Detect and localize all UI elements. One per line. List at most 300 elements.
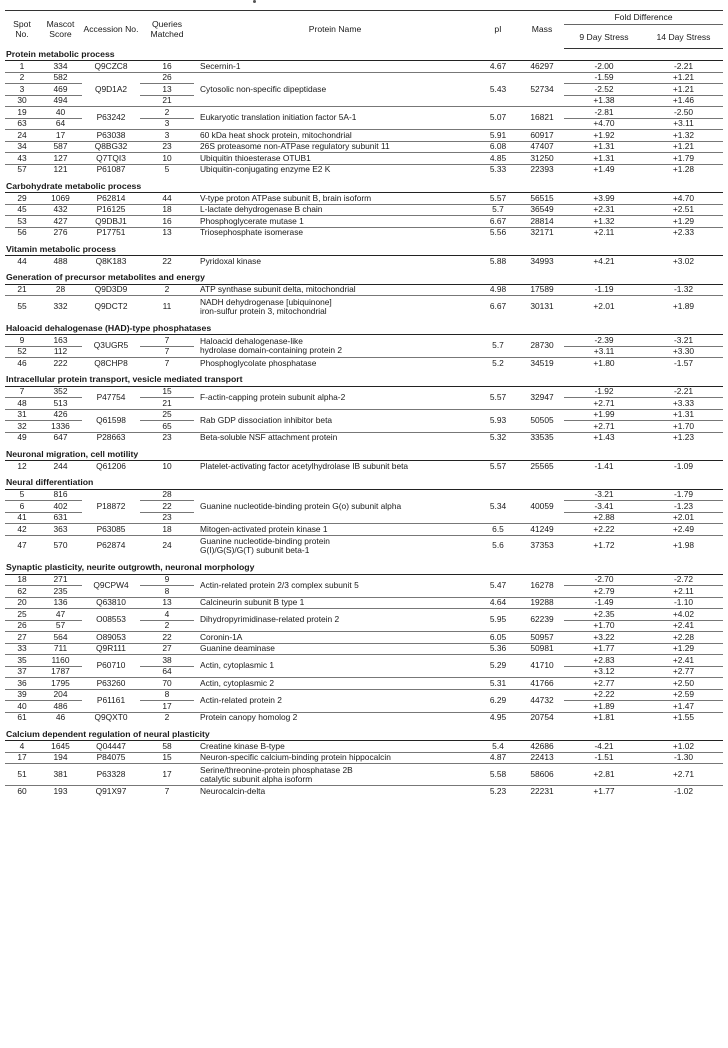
cell-pi: 5.2: [476, 358, 520, 369]
col-header-spot: Spot No.: [5, 11, 39, 49]
protein-name-line: Neurocalcin-delta: [200, 785, 266, 796]
cell-protein-name: [194, 227, 476, 238]
cell-queries: 44: [162, 192, 172, 203]
section-title: Intracellular protein transport, vesicle mediated transport: [5, 375, 723, 387]
cell-accession: Q9D3D9: [94, 284, 128, 295]
protein-name-line: Ubiquitin-conjugating enzyme E2 K: [200, 164, 331, 175]
cell-fold-14-day: +2.41: [644, 655, 723, 667]
cell-spot-no: 6: [5, 501, 39, 513]
cell-mascot-score: 194: [39, 752, 82, 764]
protein-name-line: Beta-soluble NSF attachment protein: [200, 432, 338, 443]
protein-name-line: ATP synthase subunit delta, mitochondrial: [200, 284, 356, 295]
protein-name-line: Protein canopy homolog 2: [200, 712, 298, 723]
cell-mass: 32947: [530, 391, 554, 402]
cell-accession: P60710: [82, 655, 140, 678]
cell-pi: 5.47: [489, 579, 507, 590]
cell-spot-no: 51: [5, 764, 39, 786]
cell-protein-name: [194, 409, 476, 432]
cell-fold-9-day: +2.71: [564, 421, 644, 433]
cell-fold-9-day: +2.88: [564, 512, 644, 524]
cell-protein-name: [194, 153, 476, 165]
section-header-row: [5, 323, 723, 335]
protein-name-line: NADH dehydrogenase [ubiquinone]: [200, 296, 332, 307]
cell-protein-name: [194, 752, 476, 764]
cell-fold-9-day: -1.49: [564, 597, 644, 609]
cell-mass: 17589: [530, 284, 554, 295]
cell-fold-14-day: +2.59: [644, 689, 723, 701]
cell-fold-9-day: +2.83: [564, 655, 644, 667]
cell-mascot-score: 381: [39, 764, 82, 786]
cell-spot-no: 9: [19, 334, 25, 345]
cell-protein-name: [194, 296, 476, 318]
cell-spot-no: 34: [5, 141, 39, 153]
cell-queries: 16: [162, 60, 172, 71]
cell-queries: 65: [140, 421, 194, 433]
section-title: Neural differentiation: [5, 478, 723, 490]
cell-mascot-score: 816: [53, 489, 68, 500]
cell-accession: Q7TQI3: [82, 153, 140, 165]
cell-mascot-score: 469: [39, 84, 82, 96]
cell-queries: 64: [140, 666, 194, 678]
cell-protein-name: [194, 535, 476, 557]
cell-accession: Q63810: [82, 597, 140, 609]
cell-fold-9-day: +1.49: [564, 164, 644, 175]
cell-mascot-score: 564: [39, 632, 82, 644]
cell-mass: 46297: [530, 60, 554, 71]
protein-name-line: Actin, cytoplasmic 2: [200, 677, 275, 688]
cell-mass: 30131: [520, 296, 564, 318]
cell-spot-no: 36: [5, 678, 39, 690]
cell-fold-14-day: +1.98: [644, 535, 723, 557]
cell-pi: 4.64: [476, 597, 520, 609]
cell-queries: 15: [140, 752, 194, 764]
cell-fold-14-day: -1.09: [673, 460, 694, 471]
cell-accession: Q9DBJ1: [82, 216, 140, 228]
cell-fold-14-day: +1.31: [644, 409, 723, 421]
col-header-accession: Accession No.: [82, 11, 140, 49]
cell-protein-name: [194, 461, 476, 472]
col-header-score: Mascot Score: [39, 11, 82, 49]
protein-name-line: V-type proton ATPase subunit B, brain isoform: [200, 192, 372, 203]
cell-protein-name: [194, 164, 476, 175]
protein-name-line: Triosephosphate isomerase: [200, 227, 304, 238]
cell-fold-14-day: +1.28: [644, 164, 723, 175]
cell-mass: 16821: [520, 107, 564, 130]
cell-queries: 25: [140, 409, 194, 421]
cell-fold-14-day: +3.30: [644, 346, 723, 358]
cell-protein-name: [194, 386, 476, 409]
cell-mascot-score: 363: [39, 524, 82, 536]
cell-mass: 22393: [520, 164, 564, 175]
table-row: [5, 461, 723, 472]
cell-queries: 58: [162, 740, 172, 751]
protein-name-line: Actin, cytoplasmic 1: [200, 660, 275, 671]
cell-mass: 16278: [530, 579, 554, 590]
cell-mascot-score: 121: [39, 164, 82, 175]
section-header-row: [5, 244, 723, 256]
cell-mass: 52734: [520, 72, 564, 107]
cell-fold-14-day: -1.32: [673, 284, 694, 295]
cell-spot-no: 7: [19, 386, 25, 397]
cell-spot-no: 45: [5, 204, 39, 216]
cell-fold-14-day: +1.21: [644, 141, 723, 153]
cell-mascot-score: 1336: [39, 421, 82, 433]
section-header-row: [5, 273, 723, 285]
cell-fold-9-day: -3.21: [594, 489, 614, 500]
cell-pi: 5.57: [489, 192, 507, 203]
cell-mass: 36549: [520, 204, 564, 216]
cell-fold-9-day: -2.52: [564, 84, 644, 96]
cell-queries: 7: [140, 358, 194, 369]
cell-accession: Q3UGR5: [93, 340, 129, 351]
cell-mascot-score: 193: [39, 786, 82, 797]
cell-protein-name: [194, 432, 476, 443]
cell-accession: P62874: [82, 535, 140, 557]
cell-protein-name: [194, 597, 476, 609]
cell-accession: Q9DCT2: [82, 296, 140, 318]
protein-name-line: Guanine nucleotide-binding protein: [200, 536, 330, 547]
cell-queries: 11: [140, 296, 194, 318]
cell-mass: 34993: [530, 255, 554, 266]
cell-protein-name: [194, 193, 476, 205]
table-row: [5, 524, 723, 536]
cell-fold-14-day: +2.33: [644, 227, 723, 238]
cell-spot-no: 41: [5, 512, 39, 524]
col-header-queries: Queries Matched: [140, 11, 194, 49]
protein-name-line: Serine/threonine-protein phosphatase 2B: [200, 764, 353, 775]
cell-mascot-score: 64: [39, 118, 82, 130]
table-row: [5, 752, 723, 764]
cell-queries: 16: [140, 216, 194, 228]
cell-fold-9-day: +1.77: [564, 786, 644, 797]
cell-mascot-score: 334: [53, 60, 68, 71]
cell-fold-14-day: +1.29: [644, 643, 723, 655]
cell-fold-9-day: -1.59: [564, 72, 644, 84]
cell-fold-9-day: +3.11: [564, 346, 644, 358]
cell-spot-no: 5: [19, 489, 25, 500]
table-row: [5, 296, 723, 318]
cell-mass: 28814: [520, 216, 564, 228]
cell-fold-14-day: +2.77: [644, 666, 723, 678]
cell-mascot-score: 427: [39, 216, 82, 228]
table-row: [5, 72, 723, 84]
cell-protein-name: [194, 678, 476, 690]
table-row: [5, 643, 723, 655]
cell-spot-no: 27: [5, 632, 39, 644]
cell-spot-no: 60: [5, 786, 39, 797]
cell-fold-14-day: -1.02: [644, 786, 723, 797]
cell-mascot-score: 204: [39, 689, 82, 701]
cell-mascot-score: 40: [39, 107, 82, 119]
cell-fold-9-day: +1.80: [564, 358, 644, 369]
cell-pi: 5.57: [489, 391, 507, 402]
protein-name-line: Haloacid dehalogenase-like: [200, 336, 303, 347]
cell-spot-no: 63: [5, 118, 39, 130]
cell-fold-14-day: +1.70: [644, 421, 723, 433]
cell-accession: P63260: [82, 678, 140, 690]
cell-accession: P61161: [82, 689, 140, 712]
cell-mass: 22413: [520, 752, 564, 764]
cell-mascot-score: 513: [39, 398, 82, 410]
cell-spot-no: 21: [17, 284, 27, 295]
protein-name-line-2: hydrolase domain-containing protein 2: [200, 345, 342, 355]
cell-fold-14-day: -2.21: [673, 60, 694, 71]
protein-name-line: 60 kDa heat shock protein, mitochondrial: [200, 129, 352, 140]
cell-accession: Q9R111: [82, 643, 140, 655]
cell-accession: Q8BG32: [82, 141, 140, 153]
cell-mascot-score: 1645: [51, 740, 70, 751]
cell-protein-name: [194, 764, 476, 786]
cell-mass: 40059: [530, 500, 554, 511]
cell-fold-9-day: -1.92: [594, 386, 614, 397]
col-header-pi: pI: [476, 11, 520, 49]
cell-queries: 7: [140, 346, 194, 358]
cell-accession: P63242: [82, 107, 140, 130]
cell-fold-14-day: -1.30: [644, 752, 723, 764]
table-row: [5, 535, 723, 557]
cell-mass: 33535: [520, 432, 564, 443]
cell-queries: 18: [140, 204, 194, 216]
cell-mascot-score: 1069: [51, 192, 70, 203]
cell-fold-9-day: +1.99: [564, 409, 644, 421]
cell-queries: 21: [140, 95, 194, 107]
cell-spot-no: 43: [5, 153, 39, 165]
table-row: [5, 489, 723, 501]
cell-pi: 5.36: [476, 643, 520, 655]
cell-accession: P28663: [82, 432, 140, 443]
cell-mascot-score: 332: [39, 296, 82, 318]
cell-fold-14-day: +1.23: [644, 432, 723, 443]
cell-protein-name: [194, 216, 476, 228]
table-row: [5, 432, 723, 443]
protein-name-line: Actin-related protein 2/3 complex subunit 5: [200, 579, 359, 590]
cell-fold-14-day: +3.33: [644, 398, 723, 410]
cell-spot-no: 62: [5, 586, 39, 598]
col-header-9-day: 9 Day Stress: [564, 25, 644, 49]
cell-fold-9-day: +1.31: [564, 153, 644, 165]
section-header-row: [5, 478, 723, 490]
cell-spot-no: 32: [5, 421, 39, 433]
table-row: [5, 689, 723, 701]
cell-spot-no: 57: [5, 164, 39, 175]
table-row: [5, 409, 723, 421]
cell-spot-no: 4: [19, 740, 25, 751]
cell-fold-14-day: +1.79: [644, 153, 723, 165]
section-title: Carbohydrate metabolic process: [5, 181, 723, 193]
cell-fold-9-day: -1.51: [564, 752, 644, 764]
cell-queries: 23: [140, 432, 194, 443]
cell-pi: 5.43: [476, 72, 520, 107]
cell-queries: 2: [140, 620, 194, 632]
cell-fold-14-day: +2.11: [644, 586, 723, 598]
col-header-mass: Mass: [520, 11, 564, 49]
cell-mascot-score: 631: [39, 512, 82, 524]
cell-queries: 13: [140, 84, 194, 96]
cell-fold-14-day: +1.32: [644, 130, 723, 142]
protein-name-line: Rab GDP dissociation inhibitor beta: [200, 414, 333, 425]
section-title: Neuronal migration, cell motility: [5, 449, 723, 461]
cell-mascot-score: 112: [39, 346, 82, 358]
cell-pi: 5.58: [476, 764, 520, 786]
cell-queries: 28: [162, 489, 172, 500]
cell-queries: 13: [140, 227, 194, 238]
cell-protein-name: [194, 107, 476, 130]
protein-name-line: Pyridoxal kinase: [200, 255, 261, 266]
cell-fold-9-day: +2.81: [564, 764, 644, 786]
cell-accession: Q9D1A2: [82, 72, 140, 107]
cell-mascot-score: 486: [39, 701, 82, 713]
cell-mass: 20754: [520, 712, 564, 723]
table-row: [5, 764, 723, 786]
protein-name-line-2: iron-sulfur protein 3, mitochondrial: [200, 305, 327, 316]
cell-queries: 27: [140, 643, 194, 655]
table-row: [5, 61, 723, 73]
cell-fold-14-day: +3.11: [644, 118, 723, 130]
cell-queries: 4: [140, 609, 194, 621]
cell-spot-no: 56: [5, 227, 39, 238]
cell-accession: P63328: [82, 764, 140, 786]
cell-fold-9-day: +4.21: [593, 255, 615, 266]
table-header: [5, 11, 723, 49]
cell-queries: 23: [140, 141, 194, 153]
cell-spot-no: 40: [5, 701, 39, 713]
cell-fold-14-day: -3.21: [673, 334, 694, 345]
cell-spot-no: 29: [17, 192, 27, 203]
cell-mass: 41766: [520, 678, 564, 690]
cell-pi: 5.33: [476, 164, 520, 175]
table-row: [5, 216, 723, 228]
protein-name-line: Creatine kinase B-type: [200, 740, 285, 751]
cell-fold-14-day: +2.01: [644, 512, 723, 524]
cell-pi: 5.4: [492, 740, 504, 751]
protein-name-line: Neuron-specific calcium-binding protein hippocalcin: [200, 752, 391, 763]
cell-fold-14-day: +4.70: [672, 192, 695, 203]
cell-spot-no: 18: [17, 574, 27, 585]
cell-queries: 7: [140, 786, 194, 797]
cell-protein-name: [194, 489, 476, 524]
cell-spot-no: 49: [5, 432, 39, 443]
section-title: Protein metabolic process: [5, 49, 723, 61]
protein-name-line: Eukaryotic translation initiation factor 5A-1: [200, 112, 357, 123]
cell-protein-name: [194, 61, 476, 73]
section-title: Generation of precursor metabolites and energy: [5, 273, 723, 285]
cell-queries: 70: [140, 678, 194, 690]
cell-accession: Q91X97: [82, 786, 140, 797]
cell-queries: 9: [164, 574, 170, 585]
section-header-row: [5, 375, 723, 387]
cell-mascot-score: 127: [39, 153, 82, 165]
cell-fold-9-day: +2.79: [564, 586, 644, 598]
cell-queries: 15: [162, 386, 172, 397]
protein-name-line: 26S proteasome non-ATPase regulatory subunit 11: [200, 141, 390, 152]
cell-spot-no: 37: [5, 666, 39, 678]
table-row: [5, 164, 723, 175]
cell-fold-14-day: +1.46: [644, 95, 723, 107]
cell-pi: 5.34: [489, 500, 507, 511]
protein-name-line: Mitogen-activated protein kinase 1: [200, 523, 328, 534]
cell-mass: 22231: [520, 786, 564, 797]
cell-protein-name: [194, 712, 476, 723]
cell-queries: 26: [140, 72, 194, 84]
protein-name-line-2: catalytic subunit alpha isoform: [200, 773, 313, 784]
cell-pi: 5.56: [476, 227, 520, 238]
cell-spot-no: 26: [5, 620, 39, 632]
table-row: [5, 609, 723, 621]
cell-accession: Q8K183: [95, 255, 127, 266]
cell-pi: 5.31: [476, 678, 520, 690]
cell-fold-14-day: -2.50: [644, 107, 723, 119]
cell-spot-no: 2: [5, 72, 39, 84]
cell-fold-9-day: +1.31: [564, 141, 644, 153]
table-row: [5, 597, 723, 609]
cell-accession: Q04447: [96, 740, 126, 751]
cell-pi: 5.57: [489, 460, 507, 471]
table-row: [5, 107, 723, 119]
cell-mascot-score: 28: [55, 284, 66, 295]
protein-name-line: Guanine deaminase: [200, 643, 275, 654]
cell-queries: 22: [162, 255, 172, 266]
cell-fold-14-day: +1.21: [644, 84, 723, 96]
cell-spot-no: 53: [5, 216, 39, 228]
cell-fold-14-day: +1.21: [644, 72, 723, 84]
protein-name-line: Phosphoglycerate mutase 1: [200, 215, 304, 226]
cell-mascot-score: 647: [39, 432, 82, 443]
section-title: Vitamin metabolic process: [5, 244, 723, 256]
cell-accession: P18872: [96, 500, 126, 511]
cell-mass: 50981: [520, 643, 564, 655]
cell-protein-name: [194, 358, 476, 369]
cell-mass: 19288: [520, 597, 564, 609]
cell-fold-9-day: -1.41: [594, 460, 614, 471]
cell-mass: 50505: [520, 409, 564, 432]
cell-fold-14-day: -1.79: [673, 489, 694, 500]
cell-protein-name: [194, 632, 476, 644]
cell-mass: 56515: [530, 192, 554, 203]
cell-mascot-score: 582: [39, 72, 82, 84]
cell-mascot-score: 271: [53, 574, 68, 585]
cell-protein-name: [194, 284, 476, 296]
cell-pi: 5.95: [476, 609, 520, 632]
cell-spot-no: 30: [5, 95, 39, 107]
cell-fold-9-day: +2.35: [564, 609, 644, 621]
protein-name-line: Guanine nucleotide-binding protein G(o) subunit alpha: [200, 500, 402, 511]
cell-mascot-score: 244: [53, 460, 68, 471]
cell-queries: 17: [140, 764, 194, 786]
table-row: [5, 284, 723, 296]
cell-pi: 5.7: [476, 204, 520, 216]
cell-queries: 13: [140, 597, 194, 609]
table-row: [5, 386, 723, 398]
table-row: [5, 141, 723, 153]
cell-mass: 25565: [530, 460, 554, 471]
cell-mascot-score: 57: [39, 620, 82, 632]
cell-spot-no: 33: [5, 643, 39, 655]
cell-mascot-score: 276: [39, 227, 82, 238]
cell-protein-name: [194, 141, 476, 153]
cell-mascot-score: 494: [39, 95, 82, 107]
cell-spot-no: 3: [5, 84, 39, 96]
cell-queries: 22: [140, 501, 194, 513]
cell-queries: 7: [164, 334, 170, 345]
cell-spot-no: 24: [5, 130, 39, 142]
cell-spot-no: 48: [5, 398, 39, 410]
table-row: [5, 193, 723, 205]
table-row: [5, 678, 723, 690]
cell-spot-no: 20: [5, 597, 39, 609]
cell-protein-name: [194, 574, 476, 597]
section-title: Synaptic plasticity, neurite outgrowth, neuronal morphology: [5, 563, 723, 575]
cell-protein-name: [194, 689, 476, 712]
